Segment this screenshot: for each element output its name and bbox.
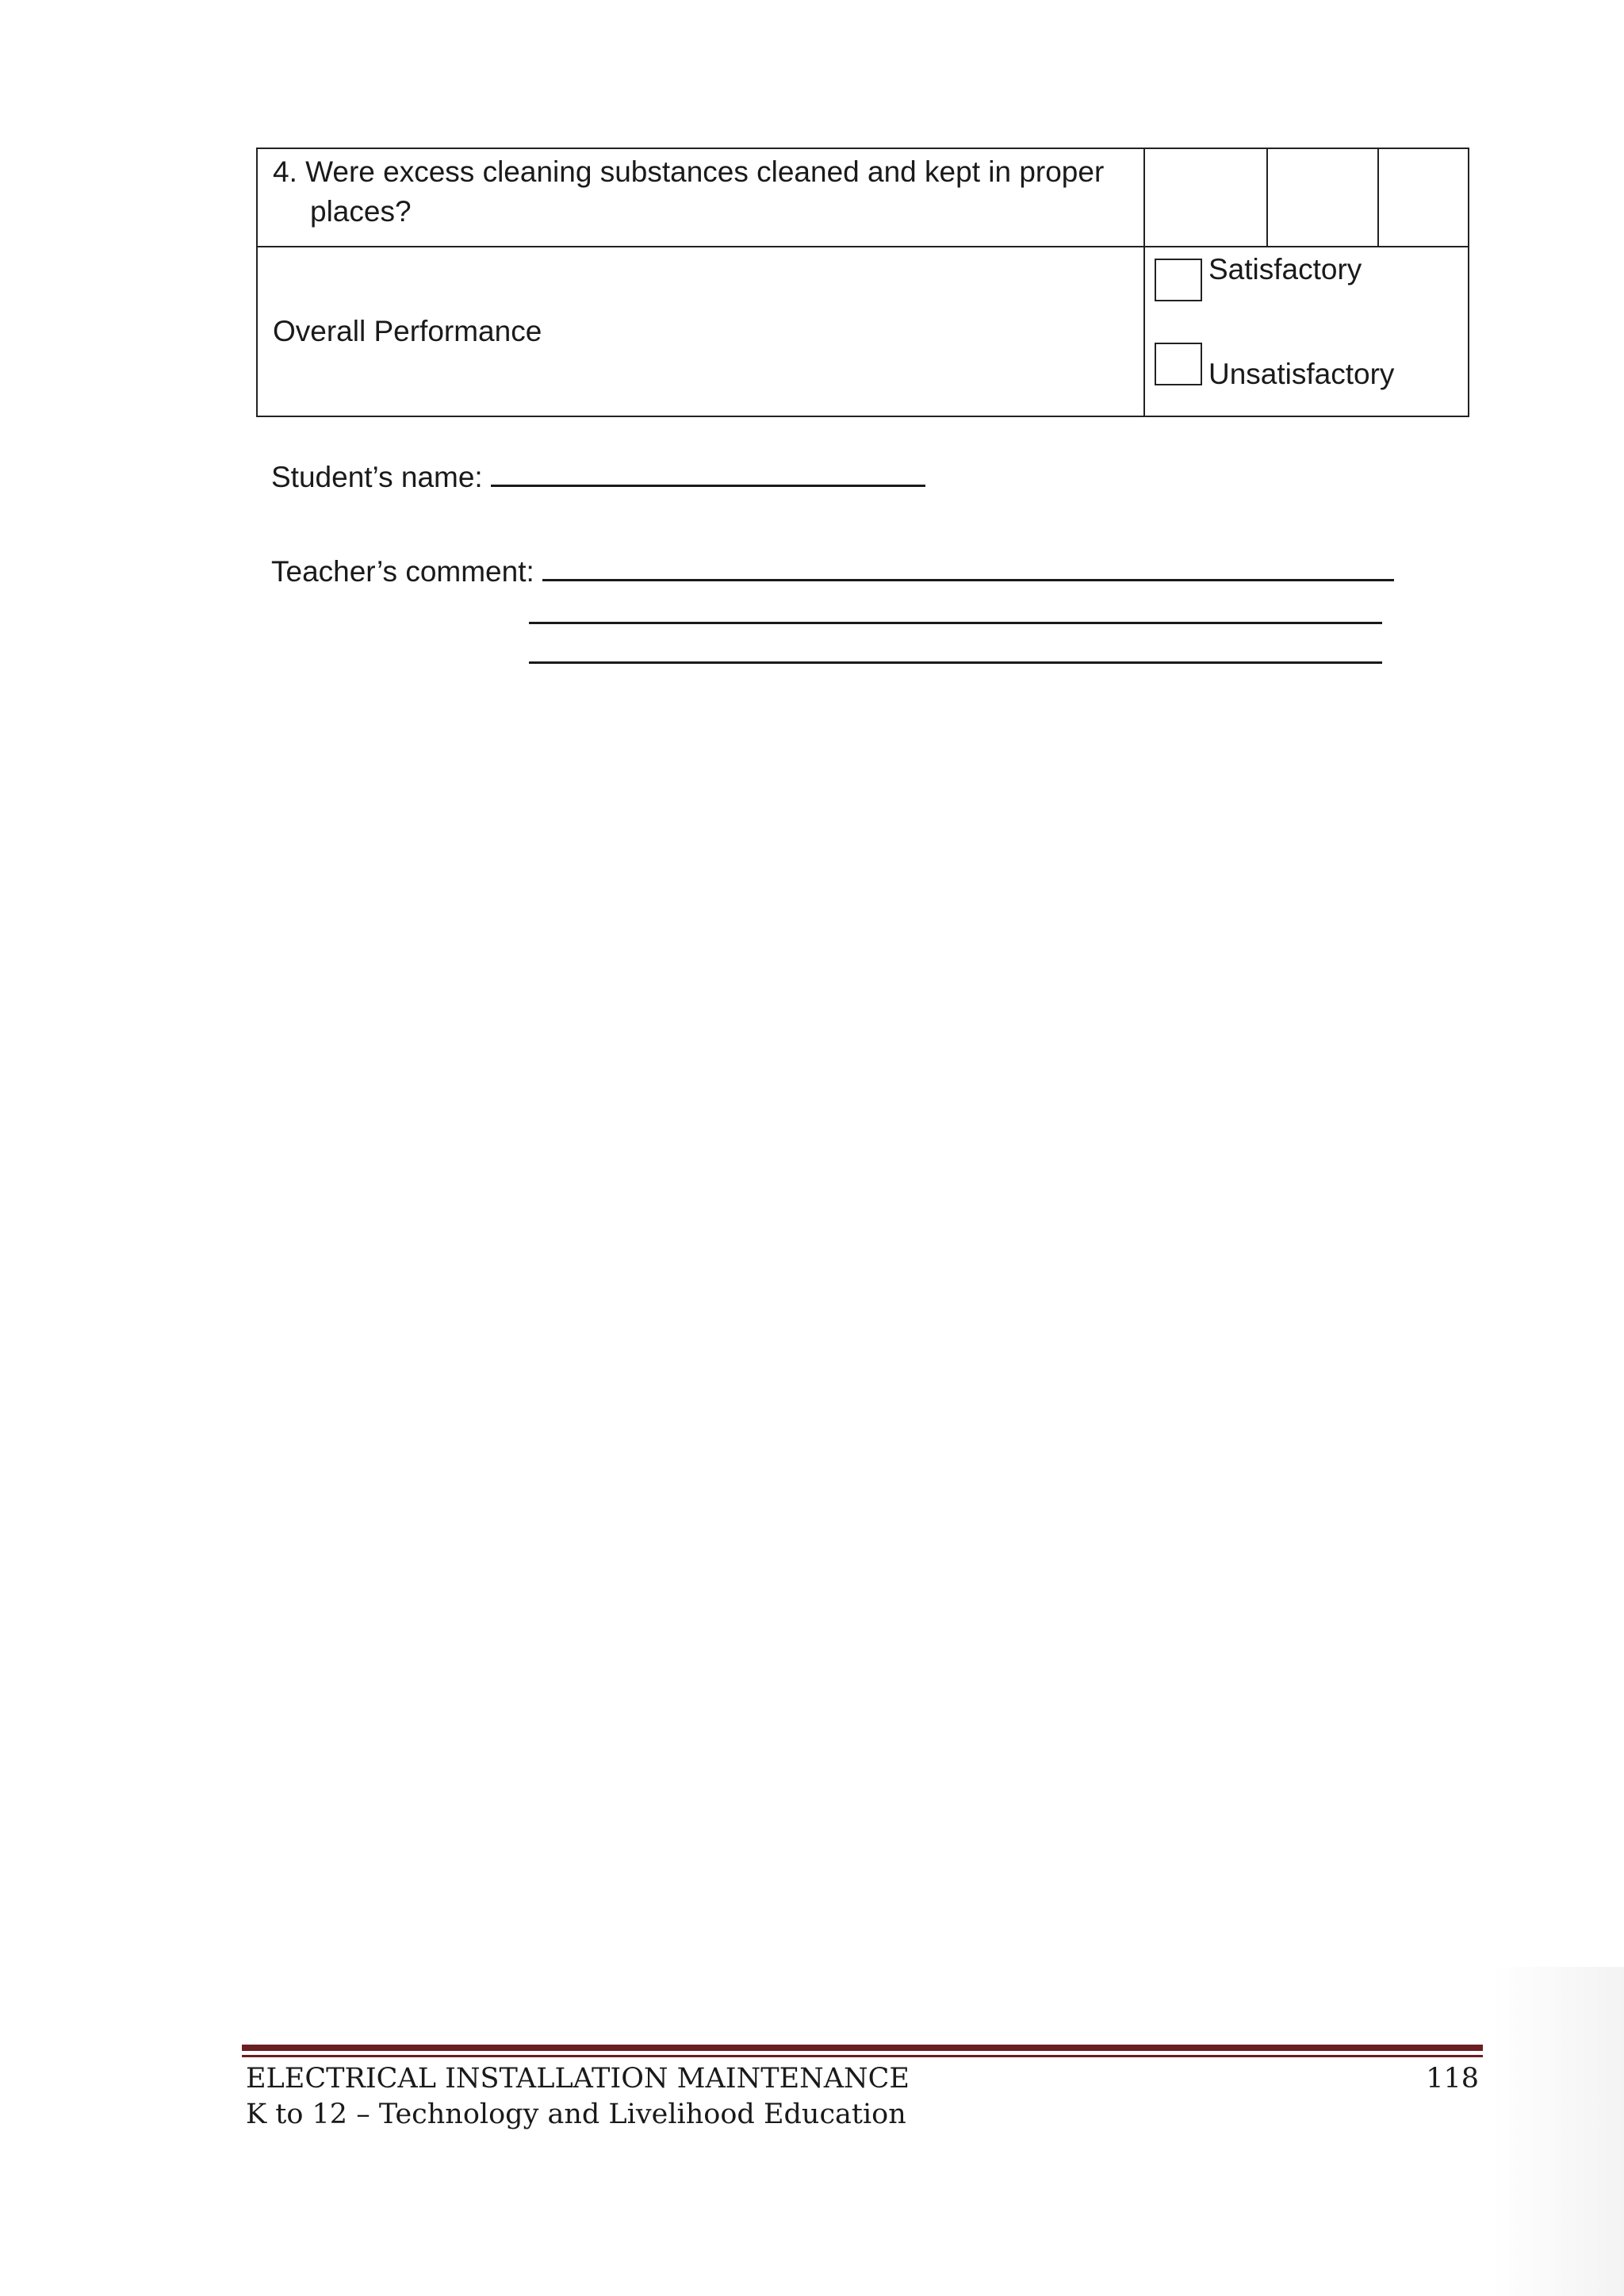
satisfactory-option[interactable] [1155,252,1362,301]
student-name-field [271,456,925,495]
footer-rule-thin [242,2055,1483,2057]
rating-cell-3[interactable] [1378,148,1469,247]
question-4-text: 4. Were excess cleaning substances cleaned and kept in proper [273,155,1105,188]
footer-title: ELECTRICAL INSTALLATION MAINTENANCE [246,2063,910,2095]
teacher-comment-line-1[interactable] [542,550,1394,581]
checklist-row-4 [257,148,1469,247]
overall-performance-label: Overall Performance [257,247,1144,416]
unsatisfactory-option[interactable] [1155,343,1395,390]
student-name-line[interactable] [491,456,925,487]
rating-cell-1[interactable] [1144,148,1267,247]
unsatisfactory-checkbox[interactable] [1155,343,1202,385]
student-name-label: Student’s name: [271,461,483,493]
performance-checklist-table [256,148,1469,417]
satisfactory-checkbox[interactable] [1155,259,1202,301]
teacher-comment-line-2[interactable] [529,622,1382,624]
question-4-text-cont: places? [310,195,412,228]
overall-performance-row [257,247,1469,416]
question-cell [257,148,1144,247]
teacher-comment-line-3[interactable] [529,661,1382,664]
page-number: 118 [1426,2063,1479,2095]
overall-rating-cell [1144,247,1469,416]
footer-subtitle: K to 12 – Technology and Livelihood Education [246,2099,906,2130]
satisfactory-label: Satisfactory [1208,253,1362,286]
teacher-comment-label: Teacher’s comment: [271,555,534,588]
rating-cell-2[interactable] [1267,148,1378,247]
unsatisfactory-label: Unsatisfactory [1208,358,1395,390]
page-edge-shadow [1491,1967,1624,2296]
footer-rule-thick [242,2045,1483,2051]
teacher-comment-field [271,550,1394,589]
